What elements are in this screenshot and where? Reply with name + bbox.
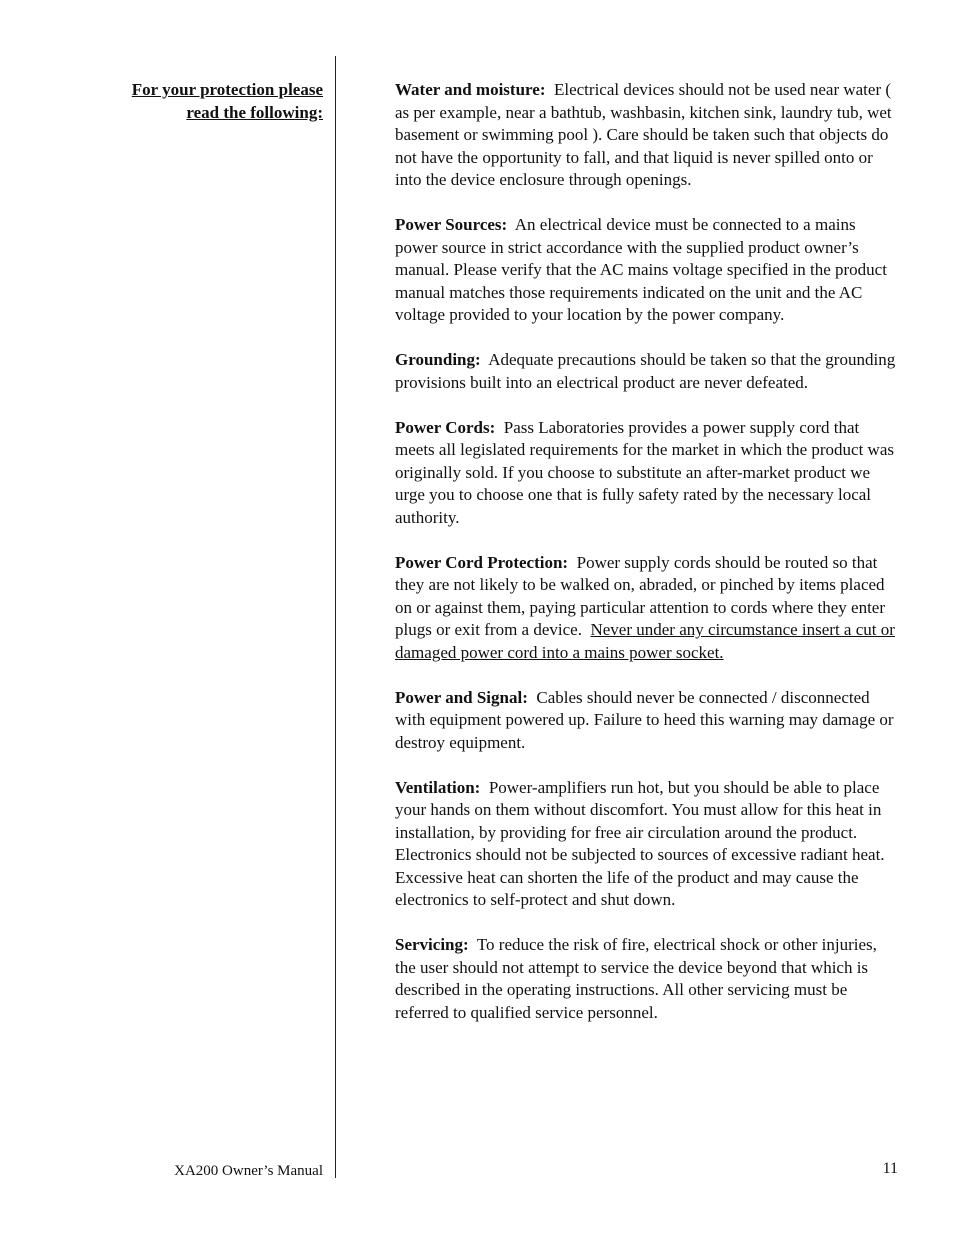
safety-instructions [395, 79, 901, 1047]
vertical-divider [335, 56, 336, 1178]
safety-item-text: Power-amplifiers run hot, but you should be able to place your hands on them without discomfort. You must allow for this heat in installation, by providing for free air circulation around the product. Electronics should not be subjected to sources of excessive radiant heat. Excessive heat can shorten the life of the product and may cause the electronics to self-protect and shut down. [395, 777, 885, 909]
safety-item-water-moisture [395, 79, 901, 192]
safety-item-label: Power Cords: [395, 417, 496, 437]
safety-item-grounding [395, 349, 901, 394]
safety-item-label: Grounding: [395, 350, 481, 369]
safety-item-label: Power Cord Protection: [395, 552, 569, 572]
safety-item-text: Electrical devices should not be used near water ( as per example, near a bathtub, washbasin, kitchen sink, laundry tub, wet basement or swimming pool ). Care should be taken such that objects do not have the opportunity to fall, and that liquid is never spilled onto or into the device enclosure through openings. [395, 80, 892, 189]
safety-item-servicing [395, 934, 901, 1024]
section-heading [83, 79, 323, 124]
safety-item-label: Water and moisture: [395, 80, 546, 99]
section-heading-line-2: read the following: [186, 102, 323, 122]
safety-item-power-cord-protection [395, 552, 901, 665]
footer-page-number: 11 [882, 1160, 898, 1177]
safety-warning-emphasis: Never under any circumstance insert a cut or damaged power cord into a mains power socket. [395, 620, 895, 662]
safety-item-text: To reduce the risk of fire, electrical shock or other injuries, the user should not attempt to service the device beyond that which is described in the operating instructions. All other servicing must be referred to qualified service personnel. [395, 935, 877, 1022]
safety-item-text: An electrical device must be connected to a mains power source in strict accordance with the supplied product owner’s manual. Please verify that the AC mains voltage specified in the product manual matches those requirements indicated on the unit and the AC voltage provided to your location by the power company. [395, 215, 887, 324]
footer-manual-title: XA200 Owner’s Manual [174, 1163, 323, 1179]
safety-item-ventilation [395, 777, 901, 912]
safety-item-text: Cables should never be connected / disconnected with equipment powered up. Failure to heed this warning may damage or destroy equipment. [395, 687, 894, 752]
safety-item-label: Power and Signal: [395, 687, 528, 707]
safety-item-power-signal [395, 687, 901, 755]
safety-item-text: Pass Laboratories provides a power supply cord that meets all legislated requirements for the market in which the product was originally sold. If you choose to substitute an after-market product we urge you to choose one that is fully safety rated by the necessary local authority. [395, 417, 894, 527]
safety-item-label: Power Sources: [395, 215, 508, 234]
safety-item-text: Power supply cords should be routed so that they are not likely to be walked on, abraded, or pinched by items placed on or against them, paying particular attention to cords where they enter plugs or exit from a device. [395, 552, 886, 639]
safety-item-power-sources [395, 214, 901, 327]
safety-item-label: Ventilation: [395, 777, 481, 797]
safety-item-text: Adequate precautions should be taken so that the grounding provisions built into an electrical product are never defeated. [395, 350, 896, 392]
section-heading-line-1: For your protection please [131, 80, 323, 99]
safety-item-power-cords [395, 417, 901, 530]
safety-item-label: Servicing: [395, 935, 469, 954]
